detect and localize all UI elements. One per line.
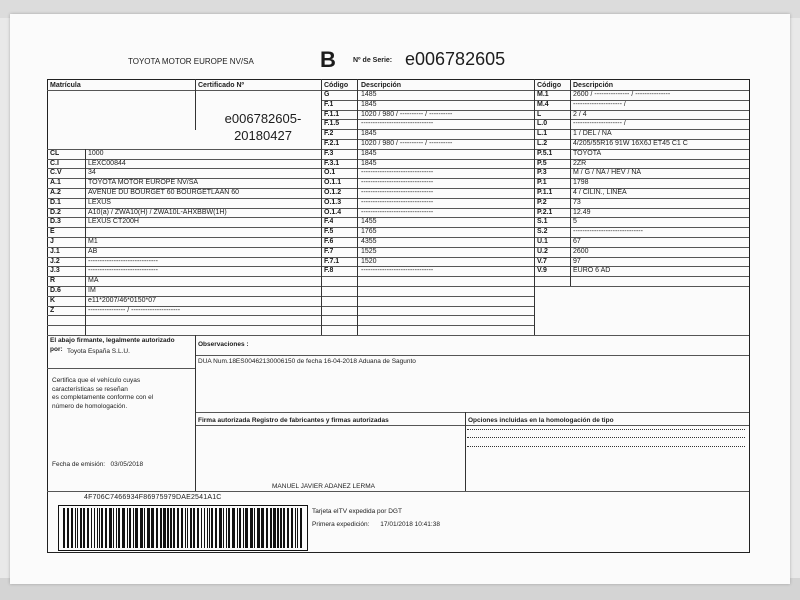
col-divider	[570, 79, 571, 286]
certifica-line: es completamente conforme con el	[52, 394, 154, 401]
authorized-title: El abajo firmante, legalmente autorizado	[50, 337, 175, 344]
row-value: 1520	[361, 257, 377, 265]
row-value: 4 / CILIN., LINEA	[573, 189, 627, 196]
row-code: D.1	[50, 198, 61, 206]
barcode-bar	[127, 508, 128, 548]
row-code: O.1	[324, 169, 336, 177]
certificate-line-2: 20180427	[234, 128, 292, 143]
descripcion-header-2: Descripción	[573, 82, 614, 89]
row-value: -------------------------------	[361, 198, 434, 206]
row-code: F.8	[324, 267, 334, 275]
row-value: 4/205/55R16 91W 16X6J ET45 C1 C	[573, 140, 688, 147]
col-divider	[357, 79, 358, 335]
barcode-bar	[209, 508, 210, 548]
row-code: D.2	[50, 208, 61, 216]
row-code: A.2	[50, 189, 61, 196]
row-value: 1485	[361, 91, 377, 98]
row-code: F.7.1	[324, 257, 340, 265]
row-code: L.2	[537, 140, 548, 147]
issuer-company: TOYOTA MOTOR EUROPE NV/SA	[128, 57, 254, 66]
row-code: O.1.2	[324, 189, 342, 196]
barcode-bar	[97, 508, 98, 548]
barcode-bar	[67, 508, 69, 548]
row-divider	[321, 296, 534, 297]
barcode-bar	[109, 508, 112, 548]
barcode-bar	[185, 508, 186, 548]
col-divider	[465, 412, 466, 491]
barcode-bar	[71, 508, 73, 548]
row-code: D.3	[50, 218, 61, 226]
barcode-bar	[163, 508, 166, 548]
row-code: O.1.1	[324, 179, 342, 187]
row-code: K	[50, 296, 56, 304]
barcode-bar	[190, 508, 192, 548]
row-divider	[534, 286, 749, 287]
row-code: F.2	[324, 130, 334, 138]
barcode-bar	[83, 508, 85, 548]
row-value: 1845	[361, 149, 377, 157]
row-code: J	[50, 238, 54, 245]
section-divider	[195, 355, 749, 356]
row-code: U.1	[537, 238, 548, 245]
row-value: ---------------- / ---------------------	[88, 306, 181, 314]
certificado-header: Certificado Nº	[198, 82, 245, 89]
barcode-bar	[170, 508, 172, 548]
row-value: 34	[88, 169, 96, 177]
col-divider	[195, 79, 196, 130]
row-value: IM	[88, 287, 96, 294]
row-code: V.7	[537, 257, 547, 265]
row-value: 2600	[573, 247, 589, 255]
barcode	[58, 505, 308, 551]
row-value: 1798	[573, 179, 589, 187]
primera-expedicion	[312, 521, 440, 529]
barcode-bar	[193, 508, 195, 548]
serial-number: e006782605	[405, 49, 506, 69]
row-code: P.2	[537, 198, 547, 206]
codigo-header-2: Código	[537, 82, 562, 89]
row-code: O.1.4	[324, 208, 342, 216]
barcode-bar	[223, 508, 224, 548]
row-code: V.9	[537, 267, 547, 275]
row-code: L.0	[537, 120, 548, 128]
barcode-bar	[243, 508, 244, 548]
row-code: F.4	[324, 218, 334, 226]
row-code: F.3	[324, 149, 334, 157]
row-code: F.6	[324, 238, 334, 245]
serial-label: Nº de Serie:	[353, 57, 393, 64]
row-code: O.1.3	[324, 198, 342, 206]
section-divider	[47, 491, 749, 492]
row-value: LEXUS	[88, 198, 111, 206]
row-code: J.3	[50, 267, 60, 275]
row-value: -------------------------------	[361, 208, 434, 216]
row-code: F.1.1	[324, 110, 340, 118]
barcode-bar	[295, 508, 296, 548]
barcode-bar	[133, 508, 134, 548]
row-code: F.2.1	[324, 140, 340, 147]
row-code: G	[324, 91, 330, 98]
authorized-por: por:	[50, 346, 63, 353]
barcode-text: 4F706C7466934F86975979DAE2541A1C	[84, 494, 222, 501]
barcode-bar	[226, 508, 227, 548]
barcode-bar	[207, 508, 208, 548]
barcode-bar	[283, 508, 285, 548]
barcode-bar	[140, 508, 143, 548]
row-value: 4355	[361, 238, 377, 245]
row-value: 1 / DEL / NA	[573, 130, 612, 138]
barcode-bar	[250, 508, 253, 548]
row-code: C.V	[50, 169, 62, 177]
barcode-bar	[160, 508, 162, 548]
row-code: CL	[50, 149, 60, 157]
row-value: 1455	[361, 218, 377, 226]
certifica-line: número de homologación.	[52, 402, 128, 410]
row-value: 12.49	[573, 208, 591, 216]
row-value: 97	[573, 257, 581, 265]
observaciones-text: DUA Num.18ES00462130006150 de fecha 16-04-2018 Aduana de Sagunto	[198, 358, 416, 365]
authorized-company: Toyota España S.L.U.	[67, 348, 130, 355]
row-value: 67	[573, 238, 581, 245]
row-value: LEXC00844	[88, 159, 126, 167]
barcode-bar	[173, 508, 175, 548]
barcode-bar	[239, 508, 241, 548]
barcode-bar	[228, 508, 230, 548]
row-divider	[321, 286, 534, 287]
row-code: S.2	[537, 228, 548, 236]
barcode-bar	[232, 508, 235, 548]
fecha-label: Fecha de emisión:	[52, 461, 106, 468]
barcode-bar	[266, 508, 268, 548]
row-code: J.2	[50, 257, 60, 265]
row-code: F.3.1	[324, 159, 340, 167]
col-divider	[534, 79, 535, 335]
row-value: AVENUE DU BOURGET 60 BOURGETLAAN 60	[88, 189, 240, 196]
row-value: -------------------------------	[361, 120, 434, 128]
row-value: 1000	[88, 149, 104, 157]
barcode-bar	[63, 508, 65, 548]
row-code: A.1	[50, 179, 61, 187]
row-code: F.5	[324, 228, 334, 236]
matricula-header: Matrícula	[50, 82, 81, 89]
row-value: AB	[88, 247, 98, 255]
row-divider	[321, 325, 534, 326]
barcode-bar	[211, 508, 213, 548]
row-value: 1020 / 980 / ---------- / ----------	[361, 140, 453, 147]
row-code: F.1	[324, 100, 334, 108]
barcode-bar	[122, 508, 125, 548]
row-value: 1845	[361, 100, 377, 108]
barcode-bar	[215, 508, 217, 548]
barcode-bar	[167, 508, 169, 548]
row-value: TOYOTA	[573, 149, 602, 157]
row-value: EURO 6 AD	[573, 267, 611, 275]
barcode-bar	[280, 508, 282, 548]
firma-label: Firma autorizada Registro de fabricantes y firmas autorizadas	[198, 417, 389, 424]
row-code: L	[537, 110, 542, 118]
row-value: -------------------------------	[361, 169, 434, 177]
barcode-bar	[254, 508, 255, 548]
opciones-dotted-line	[467, 437, 745, 438]
row-value: 2ZR	[573, 159, 587, 167]
row-code: F.1.5	[324, 120, 340, 128]
row-code: M.4	[537, 100, 549, 108]
row-value: 1845	[361, 130, 377, 138]
barcode-graphic	[59, 506, 307, 550]
barcode-bar	[277, 508, 279, 548]
row-code: S.1	[537, 218, 548, 226]
row-code: D.6	[50, 287, 61, 294]
barcode-bar	[273, 508, 276, 548]
primera-value: 17/01/2018 10:41:38	[380, 521, 440, 528]
barcode-bar	[257, 508, 260, 548]
certifica-line: Certifica que el vehículo cuyas	[52, 377, 141, 384]
barcode-bar	[287, 508, 289, 548]
barcode-bar	[87, 508, 89, 548]
row-value: --------------------- /	[573, 100, 626, 108]
row-divider	[534, 276, 749, 277]
row-code: F.7	[324, 247, 334, 255]
row-code: P.3	[537, 169, 547, 177]
row-divider	[321, 315, 534, 316]
barcode-bar	[91, 508, 92, 548]
row-value: --------------------- /	[573, 120, 626, 128]
row-value: 1765	[361, 228, 377, 236]
row-value: M1	[88, 238, 98, 245]
row-value: ------------------------------	[88, 267, 158, 275]
row-value: TOYOTA MOTOR EUROPE NV/SA	[88, 179, 199, 187]
row-divider	[321, 306, 534, 307]
row-code: P.1	[537, 179, 547, 187]
codigo-header-1: Código	[324, 82, 349, 89]
barcode-bar	[297, 508, 298, 548]
row-code: C.I	[50, 159, 59, 167]
col-divider	[195, 335, 196, 491]
certificate-number	[203, 110, 323, 144]
row-code: J.1	[50, 247, 60, 255]
section-divider	[195, 412, 749, 413]
fecha-emision	[52, 461, 143, 469]
certifica-line: características se reseñan	[52, 385, 128, 393]
opciones-label: Opciones incluidas en la homologación de tipo	[468, 417, 614, 424]
row-code: Z	[50, 306, 55, 314]
barcode-bar	[144, 508, 145, 548]
row-divider	[47, 325, 321, 326]
primera-label: Primera expedición:	[312, 521, 370, 528]
barcode-bar	[118, 508, 120, 548]
barcode-bar	[300, 508, 302, 548]
barcode-bar	[177, 508, 179, 548]
row-value: -------------------------------	[361, 189, 434, 196]
barcode-bar	[270, 508, 272, 548]
barcode-bar	[116, 508, 117, 548]
row-value: M / G / NA / HEV / NA	[573, 169, 642, 177]
section-divider	[195, 425, 749, 426]
row-code: P.5	[537, 159, 547, 167]
row-value: MA	[88, 277, 99, 285]
row-value: ------------------------------	[573, 228, 643, 236]
row-value: 1020 / 980 / ---------- / ----------	[361, 110, 453, 118]
row-value: -------------------------------	[361, 179, 434, 187]
row-code: L.1	[537, 130, 548, 138]
barcode-bar	[99, 508, 100, 548]
row-value: A10(a) / ZWA10(H) / ZWA10L-AHXBBW(1H)	[88, 208, 227, 216]
certificate-line-1: e006782605-	[224, 111, 302, 126]
barcode-bar	[219, 508, 222, 548]
row-code: M.1	[537, 91, 549, 98]
row-value: 5	[573, 218, 577, 226]
barcode-bar	[181, 508, 183, 548]
barcode-bar	[204, 508, 205, 548]
barcode-bar	[101, 508, 103, 548]
barcode-bar	[156, 508, 158, 548]
col-divider	[85, 149, 86, 335]
row-code: E	[50, 228, 55, 236]
opciones-dotted-line	[467, 446, 745, 447]
row-code: P.2.1	[537, 208, 553, 216]
row-divider	[321, 276, 534, 277]
section-divider	[47, 368, 195, 369]
row-value: -------------------------------	[361, 267, 434, 275]
barcode-bar	[135, 508, 138, 548]
certifica-text	[52, 377, 153, 411]
row-code: U.2	[537, 247, 548, 255]
row-value: LEXUS CT200H	[88, 218, 139, 226]
observaciones-label: Observaciones :	[198, 341, 249, 348]
row-code: P.5.1	[537, 149, 553, 157]
row-value: ------------------------------	[88, 257, 158, 265]
row-code: P.1.1	[537, 189, 553, 196]
fecha-value: 03/05/2018	[110, 461, 144, 468]
row-value: 1845	[361, 159, 377, 167]
barcode-bar	[197, 508, 199, 548]
signer-name: MANUEL JAVIER ADANEZ LERMA	[272, 483, 375, 490]
barcode-bar	[113, 508, 114, 548]
section-divider	[47, 335, 749, 336]
barcode-bar	[151, 508, 154, 548]
barcode-bar	[105, 508, 107, 548]
opciones-dotted-line	[467, 429, 745, 430]
row-divider	[47, 315, 321, 316]
descripcion-header-1: Descripción	[361, 82, 402, 89]
barcode-bar	[237, 508, 238, 548]
row-code: R	[50, 277, 56, 285]
row-value: 2600 / --------------- / ---------------	[573, 91, 671, 98]
barcode-bar	[261, 508, 264, 548]
card-letter: B	[320, 47, 336, 72]
barcode-bar	[201, 508, 202, 548]
row-value: 2 / 4	[573, 110, 587, 118]
barcode-bar	[291, 508, 293, 548]
tarjeta-text: Tarjeta eITV expedida por DGT	[312, 508, 402, 515]
row-value: e11*2007/46*0150*07	[88, 296, 156, 304]
barcode-bar	[80, 508, 82, 548]
barcode-bar	[129, 508, 131, 548]
row-value: 1525	[361, 247, 377, 255]
barcode-bar	[94, 508, 95, 548]
row-divider	[47, 227, 321, 228]
barcode-bar	[187, 508, 188, 548]
barcode-bar	[245, 508, 248, 548]
barcode-bar	[77, 508, 78, 548]
barcode-bar	[75, 508, 76, 548]
row-value: 73	[573, 198, 581, 206]
barcode-bar	[147, 508, 150, 548]
